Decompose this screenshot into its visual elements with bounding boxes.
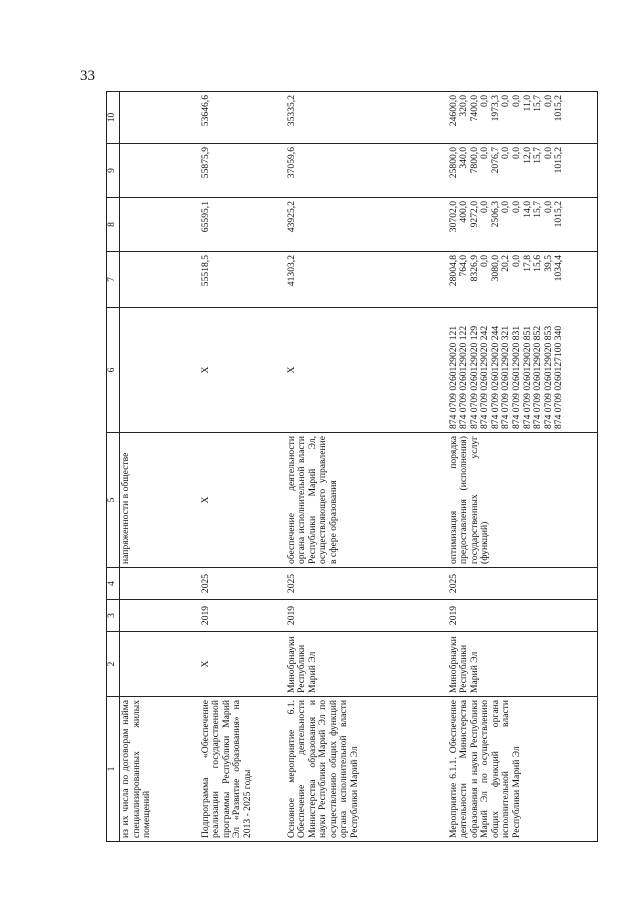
cell-end: 2025 — [286, 568, 448, 600]
value: 12,0 — [521, 147, 533, 164]
col-num: 10 — [107, 92, 120, 144]
value: 400,0 — [458, 201, 470, 223]
cell-result: X — [200, 433, 286, 568]
value: 0,0 — [511, 255, 523, 267]
budget-code: 874 0709 0260129020 121 — [447, 325, 459, 429]
cell-end: 2025 — [448, 568, 598, 600]
cell-value — [120, 252, 200, 308]
value: 0,0 — [511, 95, 523, 107]
col-num: 4 — [107, 568, 120, 600]
cell-result: напряженности в обществе — [120, 433, 200, 568]
value: 0,0 — [511, 147, 523, 159]
cell-value: 65595,1 — [200, 198, 286, 252]
cell-value: 35335,2 — [286, 92, 448, 144]
budget-code: 874 0709 0260129020 129 — [468, 325, 480, 429]
budget-code: 874 0709 0260129020 242 — [479, 325, 491, 429]
table-row — [120, 92, 200, 842]
cell-result: оптимизация порядка предоставления (исполнения) государственных услуг (функций) — [448, 433, 598, 568]
value: 24600,0 — [447, 95, 459, 127]
cell-value: 37059,6 — [286, 144, 448, 198]
col-num: 5 — [107, 433, 120, 568]
value: 0,0 — [479, 201, 491, 213]
value: 3080,0 — [489, 255, 501, 282]
cell-value — [120, 198, 200, 252]
cell-executor — [120, 632, 200, 697]
cell-values-col7 — [448, 252, 598, 308]
cell-end — [120, 568, 200, 600]
value: 0,0 — [500, 201, 512, 213]
value: 15,7 — [532, 201, 544, 218]
col-num: 1 — [107, 697, 120, 842]
col-num: 6 — [107, 308, 120, 433]
cell-start: 2019 — [448, 600, 598, 632]
value: 0,0 — [479, 95, 491, 107]
budget-code: 874 0709 0260129020 851 — [521, 325, 533, 429]
value: 11,0 — [521, 95, 533, 112]
cell-code — [120, 308, 200, 433]
value: 15,7 — [532, 95, 544, 112]
program-table — [106, 91, 598, 842]
value: 0,0 — [542, 95, 554, 107]
cell-values-col8 — [448, 198, 598, 252]
cell-start: 2019 — [286, 600, 448, 632]
value: 1034,4 — [553, 255, 565, 282]
value: 39,5 — [542, 255, 554, 272]
value: 0,0 — [479, 147, 491, 159]
budget-code: 874 0709 0260129020 852 — [532, 325, 544, 429]
cell-value — [120, 144, 200, 198]
cell-name: Мероприятие 6.1.1. Обеспечение деятельности Министерства образования и науки Республики Марий Эл по осуществлению общих функций органа исполнительной власти Республики Марий Эл — [448, 697, 598, 842]
cell-result: обеспечение деятельности органа исполнительной власти Республики Марий Эл, осуществляющего управление в сфере образования — [286, 433, 448, 568]
budget-code: 874 0709 0260129020 122 — [458, 325, 470, 429]
value: 7800,0 — [468, 147, 480, 174]
table-row — [448, 92, 598, 842]
cell-end: 2025 — [200, 568, 286, 600]
col-num: 9 — [107, 144, 120, 198]
cell-name: Подпрограмма «Обеспечение реализации государственной программы Республики Марий Эл «Развитие образования» на 2013 - 2025 годы — [200, 697, 286, 842]
value: 2076,7 — [489, 147, 501, 174]
value: 2506,3 — [489, 201, 501, 228]
value: 25800,0 — [447, 147, 459, 179]
cell-value: 55875,9 — [200, 144, 286, 198]
value: 14,0 — [521, 201, 533, 218]
budget-code: 874 0709 0260129020 831 — [511, 325, 523, 429]
cell-code: X — [286, 308, 448, 433]
table-row — [286, 92, 448, 842]
value: 764,0 — [458, 255, 470, 277]
value: 1015,2 — [553, 95, 565, 122]
value: 1015,2 — [553, 201, 565, 228]
value: 8326,9 — [468, 255, 480, 282]
value: 1973,3 — [489, 95, 501, 122]
cell-executor: X — [200, 632, 286, 697]
value: 7400,0 — [468, 95, 480, 122]
col-num: 7 — [107, 252, 120, 308]
cell-name: из их числа по договорам найма специализированных жилых помещений — [120, 697, 200, 842]
cell-value: 53646,6 — [200, 92, 286, 144]
col-num: 3 — [107, 600, 120, 632]
cell-code: X — [200, 308, 286, 433]
value: 0,0 — [542, 147, 554, 159]
value: 15,6 — [532, 255, 544, 272]
cell-name: Основное мероприятие 6.1. Обеспечение деятельности Министерства образования и науки Республики Марий Эл по осуществлению общих функций органа исполнительной власти Республики Марий Эл — [286, 697, 448, 842]
value: 9272,0 — [468, 201, 480, 228]
value: 28004,8 — [447, 255, 459, 287]
cell-value: 43925,2 — [286, 198, 448, 252]
budget-code: 874 0709 0260129020 321 — [500, 325, 512, 429]
value: 0,0 — [500, 95, 512, 107]
value: 340,0 — [458, 147, 470, 169]
budget-code: 874 0709 0260127100 340 — [553, 325, 565, 429]
cell-executor: Минобрнауки Республики Марий Эл — [448, 632, 598, 697]
cell-values-col9 — [448, 144, 598, 198]
column-number-row — [107, 92, 120, 842]
budget-code: 874 0709 0260129020 244 — [489, 325, 501, 429]
col-num: 8 — [107, 198, 120, 252]
rotated-table-sheet — [106, 92, 618, 842]
value: 320,0 — [458, 95, 470, 117]
cell-value — [120, 92, 200, 144]
cell-value: 41303,2 — [286, 252, 448, 308]
value: 15,7 — [532, 147, 544, 164]
cell-values-col10 — [448, 92, 598, 144]
value: 1015,2 — [553, 147, 565, 174]
value: 17,8 — [521, 255, 533, 272]
budget-code: 874 0709 0260129020 853 — [542, 325, 554, 429]
cell-codes — [448, 308, 598, 433]
cell-start — [120, 600, 200, 632]
cell-value: 55518,5 — [200, 252, 286, 308]
cell-start: 2019 — [200, 600, 286, 632]
col-num: 2 — [107, 632, 120, 697]
page-number: 33 — [80, 68, 95, 84]
value: 30702,0 — [447, 201, 459, 233]
value: 0,0 — [542, 201, 554, 213]
value: 0,0 — [500, 147, 512, 159]
value: 20,2 — [500, 255, 512, 272]
cell-executor: Минобрнауки Республики Марий Эл — [286, 632, 448, 697]
value: 0,0 — [511, 201, 523, 213]
table-row — [200, 92, 286, 842]
value: 0,0 — [479, 255, 491, 267]
